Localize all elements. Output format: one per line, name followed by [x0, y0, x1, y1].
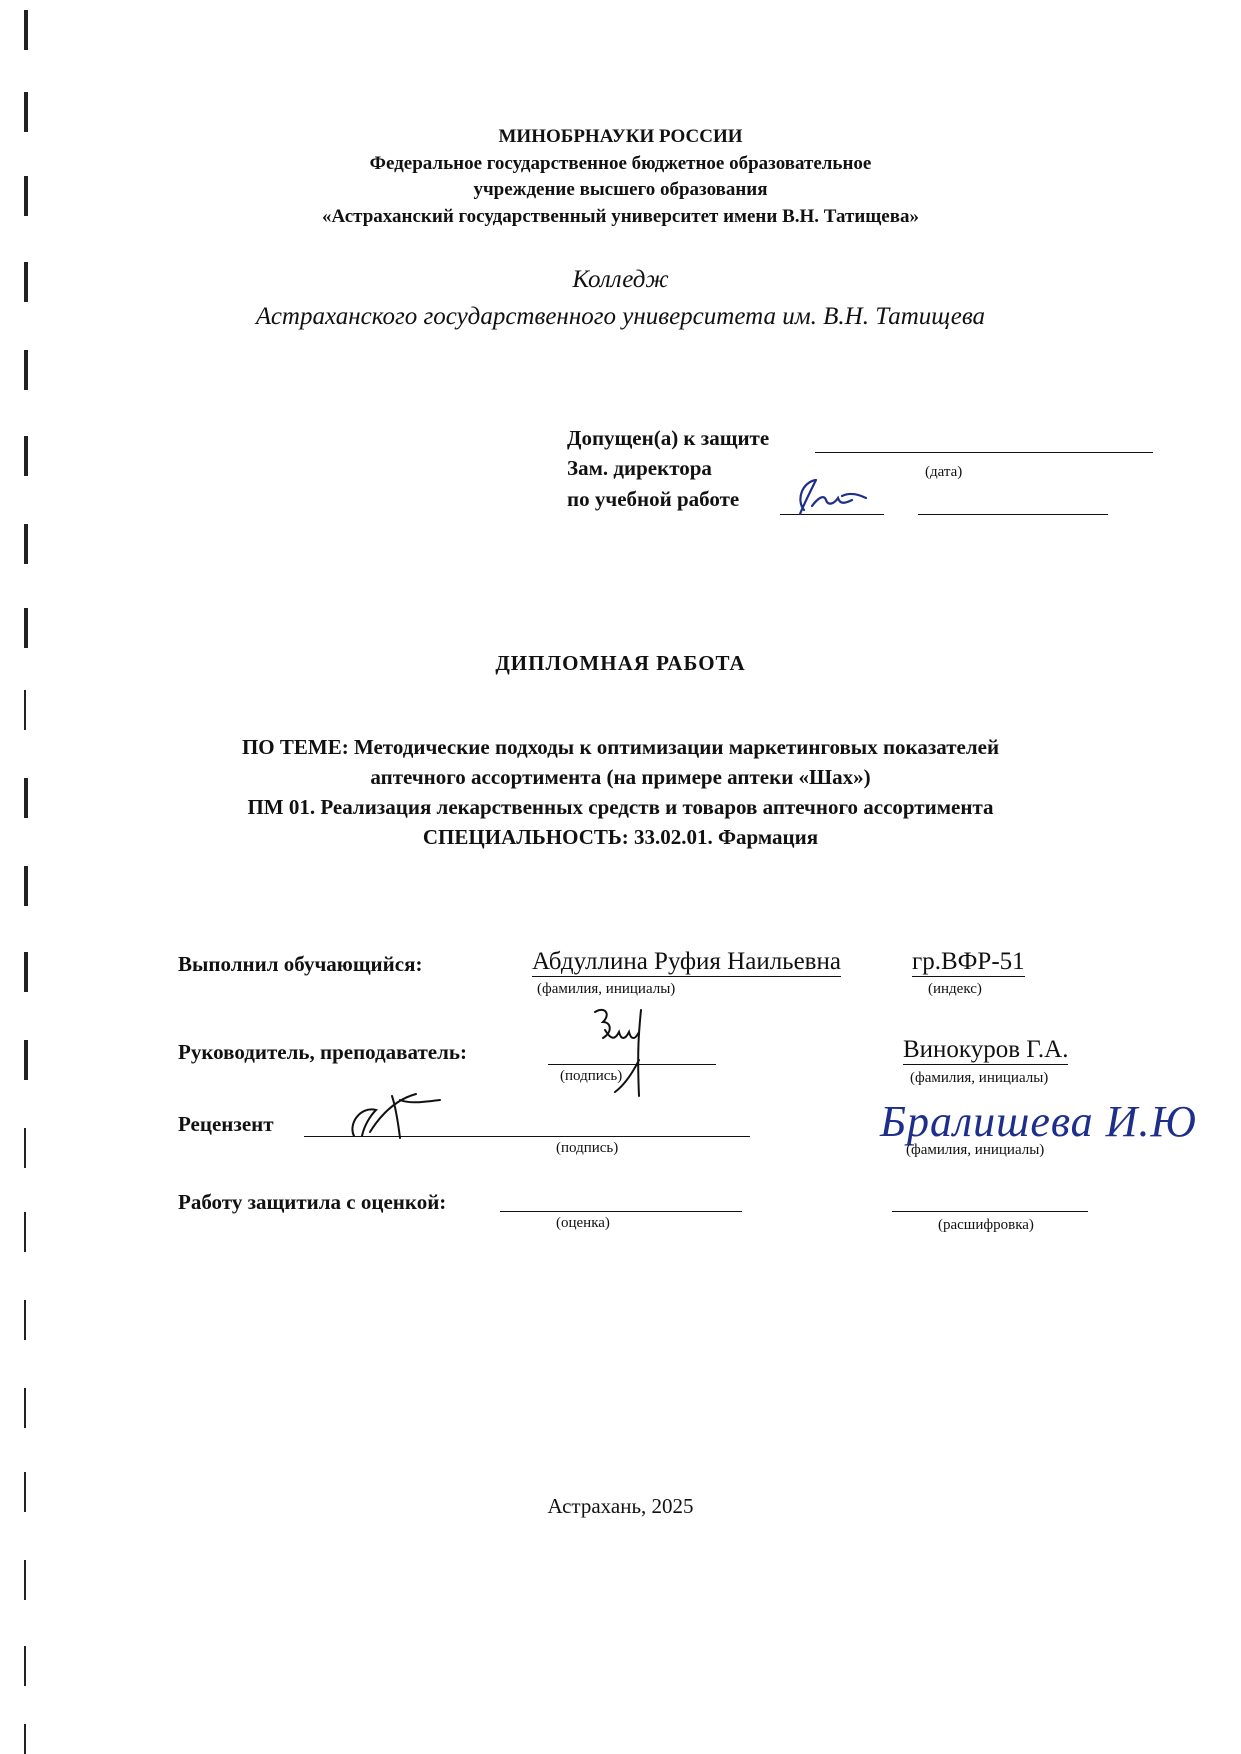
reviewer-name-caption: (фамилия, инициалы) [906, 1142, 1045, 1158]
decoding-line [892, 1211, 1088, 1212]
reviewer-signature-icon [340, 1086, 450, 1146]
admitted-label: Допущен(а) к защите [567, 426, 770, 450]
ministry-name: МИНОБРНАУКИ РОССИИ [498, 126, 743, 147]
city-year: Астрахань, 2025 [547, 1494, 694, 1518]
approval-date-line [918, 514, 1108, 515]
topic-line-3: ПМ 01. Реализация лекарственных средств и товаров аптечного ассортимента [247, 795, 994, 819]
grade-line [500, 1211, 742, 1212]
student-name: Абдуллина Руфия Наильевна [532, 948, 841, 975]
student-name-caption: (фамилия, инициалы) [537, 981, 676, 997]
admitted-date-line [815, 452, 1153, 453]
college-line-2: Астраханского государственного университета им. В.Н. Татищева [255, 303, 986, 330]
student-group: гр.ВФР-51 [912, 948, 1025, 975]
supervisor-signature-caption: (подпись) [560, 1068, 623, 1084]
student-group-caption: (индекс) [928, 981, 982, 997]
topic-line-1: ПО ТЕМЕ: Методические подходы к оптимизации маркетинговых показателей [241, 735, 1000, 759]
specialty-line: СПЕЦИАЛЬНОСТЬ: 33.02.01. Фармация [422, 825, 819, 849]
reviewer-signature-caption: (подпись) [556, 1140, 619, 1156]
college-line-1: Колледж [572, 266, 669, 293]
deputy-director-label: Зам. директора [567, 456, 712, 480]
binding-edge [0, 0, 60, 1754]
decoding-caption: (расшифровка) [938, 1217, 1034, 1233]
student-label: Выполнил обучающийся: [178, 952, 423, 976]
reviewer-label: Рецензент [178, 1112, 274, 1136]
date-caption: (дата) [925, 464, 963, 480]
institution-line-3: «Астраханский государственный университет имени В.Н. Татищева» [321, 206, 919, 227]
supervisor-name-caption: (фамилия, инициалы) [910, 1070, 1049, 1086]
document-title: ДИПЛОМНАЯ РАБОТА [495, 651, 746, 675]
supervisor-label: Руководитель, преподаватель: [178, 1040, 467, 1064]
grade-caption: (оценка) [556, 1215, 610, 1231]
reviewer-handwritten-name: Бралишева И.Ю [880, 1097, 1197, 1146]
institution-line-2: учреждение высшего образования [473, 179, 768, 200]
academic-work-label: по учебной работе [567, 487, 740, 511]
institution-line-1: Федеральное государственное бюджетное образовательное [369, 153, 872, 174]
defense-label: Работу защитила с оценкой: [178, 1190, 447, 1214]
topic-line-2: аптечного ассортимента (на примере аптеки «Шах») [370, 765, 871, 789]
deputy-signature-icon [782, 470, 882, 518]
supervisor-name: Винокуров Г.А. [903, 1036, 1069, 1063]
